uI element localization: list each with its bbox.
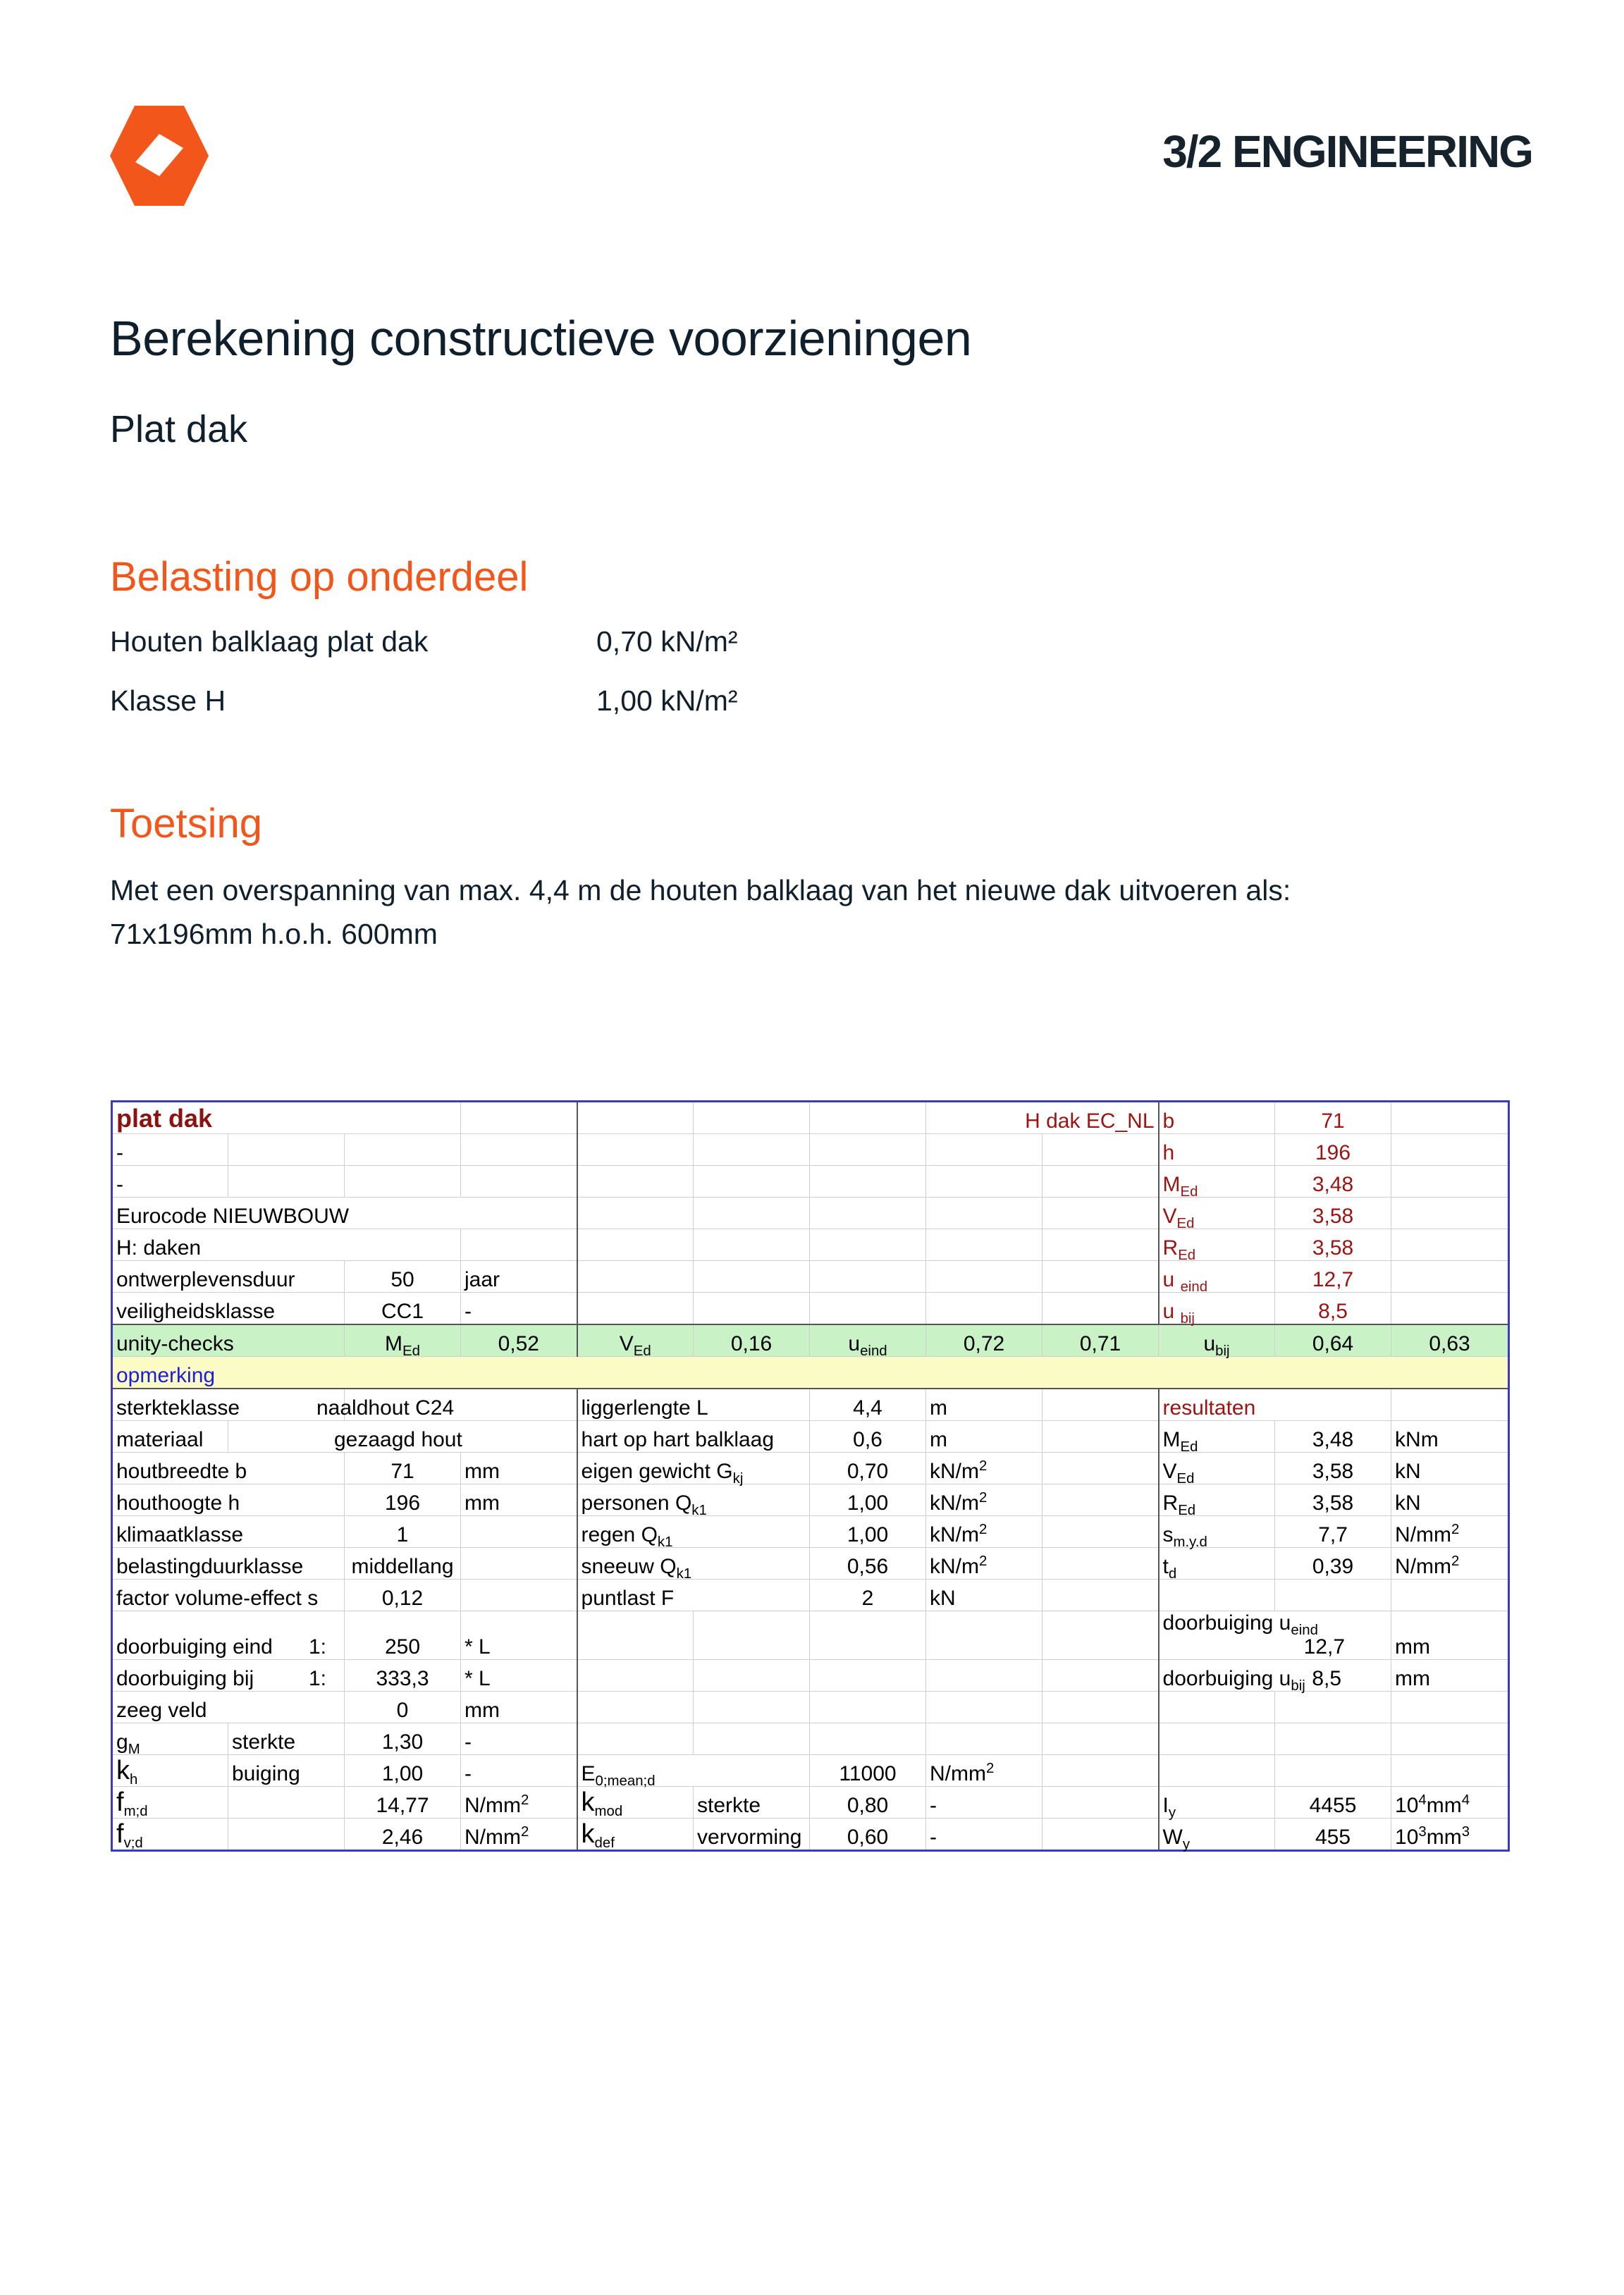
remark: opmerking [112, 1357, 1509, 1389]
result-td-unit: $N/mm^2$ [1391, 1548, 1509, 1580]
snow-load-value: 0,56 [810, 1548, 926, 1580]
table-row [112, 1548, 1509, 1580]
material-value: gezaagd hout [228, 1421, 577, 1453]
unity-ueind-sym: $u_{eind}$ [810, 1324, 926, 1357]
result-ved-unit: kN [1391, 1453, 1509, 1484]
spacing-label: hart op hart balklaag [577, 1421, 810, 1453]
result-red-value: 3,58 [1275, 1484, 1391, 1516]
side-sym: u $_{bij}$ [1159, 1293, 1275, 1325]
table-row [112, 1580, 1509, 1611]
dead-load-label: eigen gewicht $G_{kj}$ [577, 1453, 810, 1484]
header-row [112, 1198, 1509, 1229]
side-value: 3,48 [1275, 1166, 1391, 1198]
side-value: 3,58 [1275, 1229, 1391, 1261]
table-row [112, 1484, 1509, 1516]
side-sym: h [1159, 1134, 1275, 1166]
load-label: Klasse H [110, 684, 226, 717]
rain-load-label: regen $Q_{k1}$ [577, 1516, 810, 1548]
iy-sym: $I_y$ [1159, 1787, 1275, 1819]
toetsing-heading: Toetsing [110, 801, 263, 847]
side-sym: u $_{eind}$ [1159, 1261, 1275, 1293]
safety-unit: - [461, 1293, 577, 1325]
table-row [112, 1819, 1509, 1851]
remark-row [112, 1357, 1509, 1389]
material-label: materiaal [112, 1421, 228, 1453]
dash: - [112, 1134, 228, 1166]
rain-load-unit: $kN/m^2$ [926, 1516, 1042, 1548]
height-label: houthoogte h [112, 1484, 345, 1516]
point-load-label: puntlast F [577, 1580, 810, 1611]
header-row [112, 1102, 1509, 1134]
gamma-m-sym: $g_M$ [112, 1723, 228, 1755]
header-row [112, 1134, 1509, 1166]
span-unit: m [926, 1389, 1042, 1421]
lifetime-value: 50 [345, 1261, 461, 1293]
result-td-sym: $t_d$ [1159, 1548, 1275, 1580]
side-value: 3,58 [1275, 1198, 1391, 1229]
side-value: 12,7 [1275, 1261, 1391, 1293]
kdef-sym: $k_{def}$ [577, 1819, 694, 1851]
side-sym: b [1159, 1102, 1275, 1134]
dead-load-unit: $kN/m^2$ [926, 1453, 1042, 1484]
unity-extra-value: 0,71 [1042, 1324, 1159, 1357]
snow-load-label: sneeuw $Q_{k1}$ [577, 1548, 810, 1580]
table-row [112, 1692, 1509, 1723]
strength-class-label: sterkteklasse [112, 1389, 345, 1421]
climate-label: klimaatklasse [112, 1516, 345, 1548]
deflection-add-label: doorbuiging bij 1: [112, 1660, 345, 1692]
kh-sym: $k_h$ [112, 1755, 228, 1787]
unity-ubij-value: 0,64 [1275, 1324, 1391, 1357]
side-sym: $R_{Ed}$ [1159, 1229, 1275, 1261]
unity-med-value: 0,52 [461, 1324, 577, 1357]
table-row [112, 1453, 1509, 1484]
kh-label: buiging [228, 1755, 345, 1787]
deflection-end-label: doorbuiging eind 1: [112, 1611, 345, 1660]
calc-title: plat dak [116, 1104, 213, 1133]
lifetime-label: ontwerplevensduur [112, 1261, 345, 1293]
result-red-sym: $R_{Ed}$ [1159, 1484, 1275, 1516]
height-value: 196 [345, 1484, 461, 1516]
header-row [112, 1261, 1509, 1293]
e-modulus-sym: $E_{0;mean;d}$ [577, 1755, 810, 1787]
lifetime-unit: jaar [461, 1261, 577, 1293]
persons-load-value: 1,00 [810, 1484, 926, 1516]
table-row [112, 1787, 1509, 1819]
kdef-label: vervorming [694, 1819, 810, 1851]
load-value: 1,00 kN/m² [596, 684, 738, 717]
result-med-sym: $M_{Ed}$ [1159, 1421, 1275, 1453]
gamma-m-value: 1,30 [345, 1723, 461, 1755]
deflection-add-unit: * L [461, 1660, 577, 1692]
table-row [112, 1389, 1509, 1421]
unity-ved-value: 0,16 [694, 1324, 810, 1357]
fm-sym: $f_{m;d}$ [112, 1787, 228, 1819]
kmod-label: sterkte [694, 1787, 810, 1819]
result-sm-value: 7,7 [1275, 1516, 1391, 1548]
wy-value: 455 [1275, 1819, 1391, 1851]
dead-load-value: 0,70 [810, 1453, 926, 1484]
table-row [112, 1755, 1509, 1787]
table-row [112, 1421, 1509, 1453]
gamma-m-label: sterkte [228, 1723, 345, 1755]
unity-label: unity-checks [112, 1324, 345, 1357]
fv-unit: $N/mm^2$ [461, 1819, 577, 1851]
e-modulus-unit: $N/mm^2$ [926, 1755, 1042, 1787]
result-ved-sym: $V_{Ed}$ [1159, 1453, 1275, 1484]
kdef-unit: - [926, 1819, 1042, 1851]
table-row [112, 1516, 1509, 1548]
toetsing-line-2: 71x196mm h.o.h. 600mm [110, 918, 438, 950]
wy-sym: $W_y$ [1159, 1819, 1275, 1851]
load-value: 0,70 kN/m² [596, 625, 738, 658]
table-row [112, 1660, 1509, 1692]
height-unit: mm [461, 1484, 577, 1516]
table-row [112, 1611, 1509, 1660]
spacing-unit: m [926, 1421, 1042, 1453]
hexagon-logo-icon [110, 106, 209, 206]
deflection-add-value: 333,3 [345, 1660, 461, 1692]
sheet-name: H dak EC_NL [926, 1102, 1159, 1134]
side-sym: $M_{Ed}$ [1159, 1166, 1275, 1198]
brand-name: 3/2 ENGINEERING [1162, 126, 1532, 177]
fm-unit: $N/mm^2$ [461, 1787, 577, 1819]
calculation-table [111, 1100, 1510, 1852]
iy-value: 4455 [1275, 1787, 1391, 1819]
safety-value: CC1 [345, 1293, 461, 1325]
point-load-unit: kN [926, 1580, 1042, 1611]
point-load-value: 2 [810, 1580, 926, 1611]
spacing-value: 0,6 [810, 1421, 926, 1453]
eurocode: Eurocode NIEUWBOUW [112, 1198, 577, 1229]
persons-load-unit: $kN/m^2$ [926, 1484, 1042, 1516]
unity-ved-sym: $V_{Ed}$ [577, 1324, 694, 1357]
deflection-end-value: 250 [345, 1611, 461, 1660]
camber-value: 0 [345, 1692, 461, 1723]
volume-value: 0,12 [345, 1580, 461, 1611]
fv-sym: $f_{v;d}$ [112, 1819, 228, 1851]
header-row [112, 1293, 1509, 1325]
result-ueind-unit: mm [1391, 1611, 1509, 1660]
camber-label: zeeg veld [112, 1692, 345, 1723]
result-med-unit: kNm [1391, 1421, 1509, 1453]
side-sym: $V_{Ed}$ [1159, 1198, 1275, 1229]
toetsing-line-1: Met een overspanning van max. 4,4 m de houten balklaag van het nieuwe dak uitvoeren als: [110, 874, 1291, 906]
page-title: Berekening constructieve voorzieningen [110, 311, 972, 366]
e-modulus-value: 11000 [810, 1755, 926, 1787]
toetsing-text [110, 868, 1291, 956]
result-ved-value: 3,58 [1275, 1453, 1391, 1484]
snow-load-unit: $kN/m^2$ [926, 1548, 1042, 1580]
climate-value: 1 [345, 1516, 461, 1548]
kmod-value: 0,80 [810, 1787, 926, 1819]
result-ubij-unit: mm [1391, 1660, 1509, 1692]
fm-value: 14,77 [345, 1787, 461, 1819]
iy-unit: $10^4mm^4$ [1391, 1787, 1509, 1819]
unity-ueind-value: 0,72 [926, 1324, 1042, 1357]
fv-value: 2,46 [345, 1819, 461, 1851]
span-value: 4,4 [810, 1389, 926, 1421]
result-red-unit: kN [1391, 1484, 1509, 1516]
rain-load-value: 1,00 [810, 1516, 926, 1548]
kmod-unit: - [926, 1787, 1042, 1819]
span-label: liggerlengte L [577, 1389, 810, 1421]
side-value: 71 [1275, 1102, 1391, 1134]
load-row [110, 684, 738, 718]
safety-label: veiligheidsklasse [112, 1293, 345, 1325]
kdef-value: 0,60 [810, 1819, 926, 1851]
table-row [112, 1723, 1509, 1755]
result-ueind-label: doorbuiging $u_{eind}$ 12,7 [1159, 1611, 1391, 1660]
results-heading: resultaten [1159, 1389, 1391, 1421]
wy-unit: $10^3mm^3$ [1391, 1819, 1509, 1851]
kmod-sym: $k_{mod}$ [577, 1787, 694, 1819]
duration-label: belastingduurklasse [112, 1548, 345, 1580]
result-sm-sym: $s_{m.y.d}$ [1159, 1516, 1275, 1548]
side-value: 196 [1275, 1134, 1391, 1166]
camber-unit: mm [461, 1692, 577, 1723]
load-row [110, 625, 738, 658]
result-med-value: 3,48 [1275, 1421, 1391, 1453]
load-label: Houten balklaag plat dak [110, 625, 429, 658]
gamma-m-unit: - [461, 1723, 577, 1755]
result-td-value: 0,39 [1275, 1548, 1391, 1580]
unity-ubij-sym: $u_{bij}$ [1159, 1324, 1275, 1357]
header-row [112, 1229, 1509, 1261]
dash: - [112, 1166, 228, 1198]
unity-med-sym: $M_{Ed}$ [345, 1324, 461, 1357]
use-category: H: daken [112, 1229, 461, 1261]
unity-ubij-value-2: 0,63 [1391, 1324, 1509, 1357]
unity-checks-row [112, 1324, 1509, 1357]
belasting-heading: Belasting op onderdeel [110, 554, 529, 600]
width-value: 71 [345, 1453, 461, 1484]
result-ubij-label: doorbuiging $u_{bij}$ 8,5 [1159, 1660, 1391, 1692]
width-label: houtbreedte b [112, 1453, 345, 1484]
volume-label: factor volume-effect s [112, 1580, 345, 1611]
result-sm-unit: $N/mm^2$ [1391, 1516, 1509, 1548]
strength-class-value: naaldhout C24 [345, 1389, 577, 1421]
header-row [112, 1166, 1509, 1198]
width-unit: mm [461, 1453, 577, 1484]
kh-value: 1,00 [345, 1755, 461, 1787]
persons-load-label: personen $Q_{k1}$ [577, 1484, 810, 1516]
duration-value: middellang [345, 1548, 461, 1580]
deflection-end-unit: * L [461, 1611, 577, 1660]
page-subtitle: Plat dak [110, 408, 248, 450]
kh-unit: - [461, 1755, 577, 1787]
side-value: 8,5 [1275, 1293, 1391, 1325]
